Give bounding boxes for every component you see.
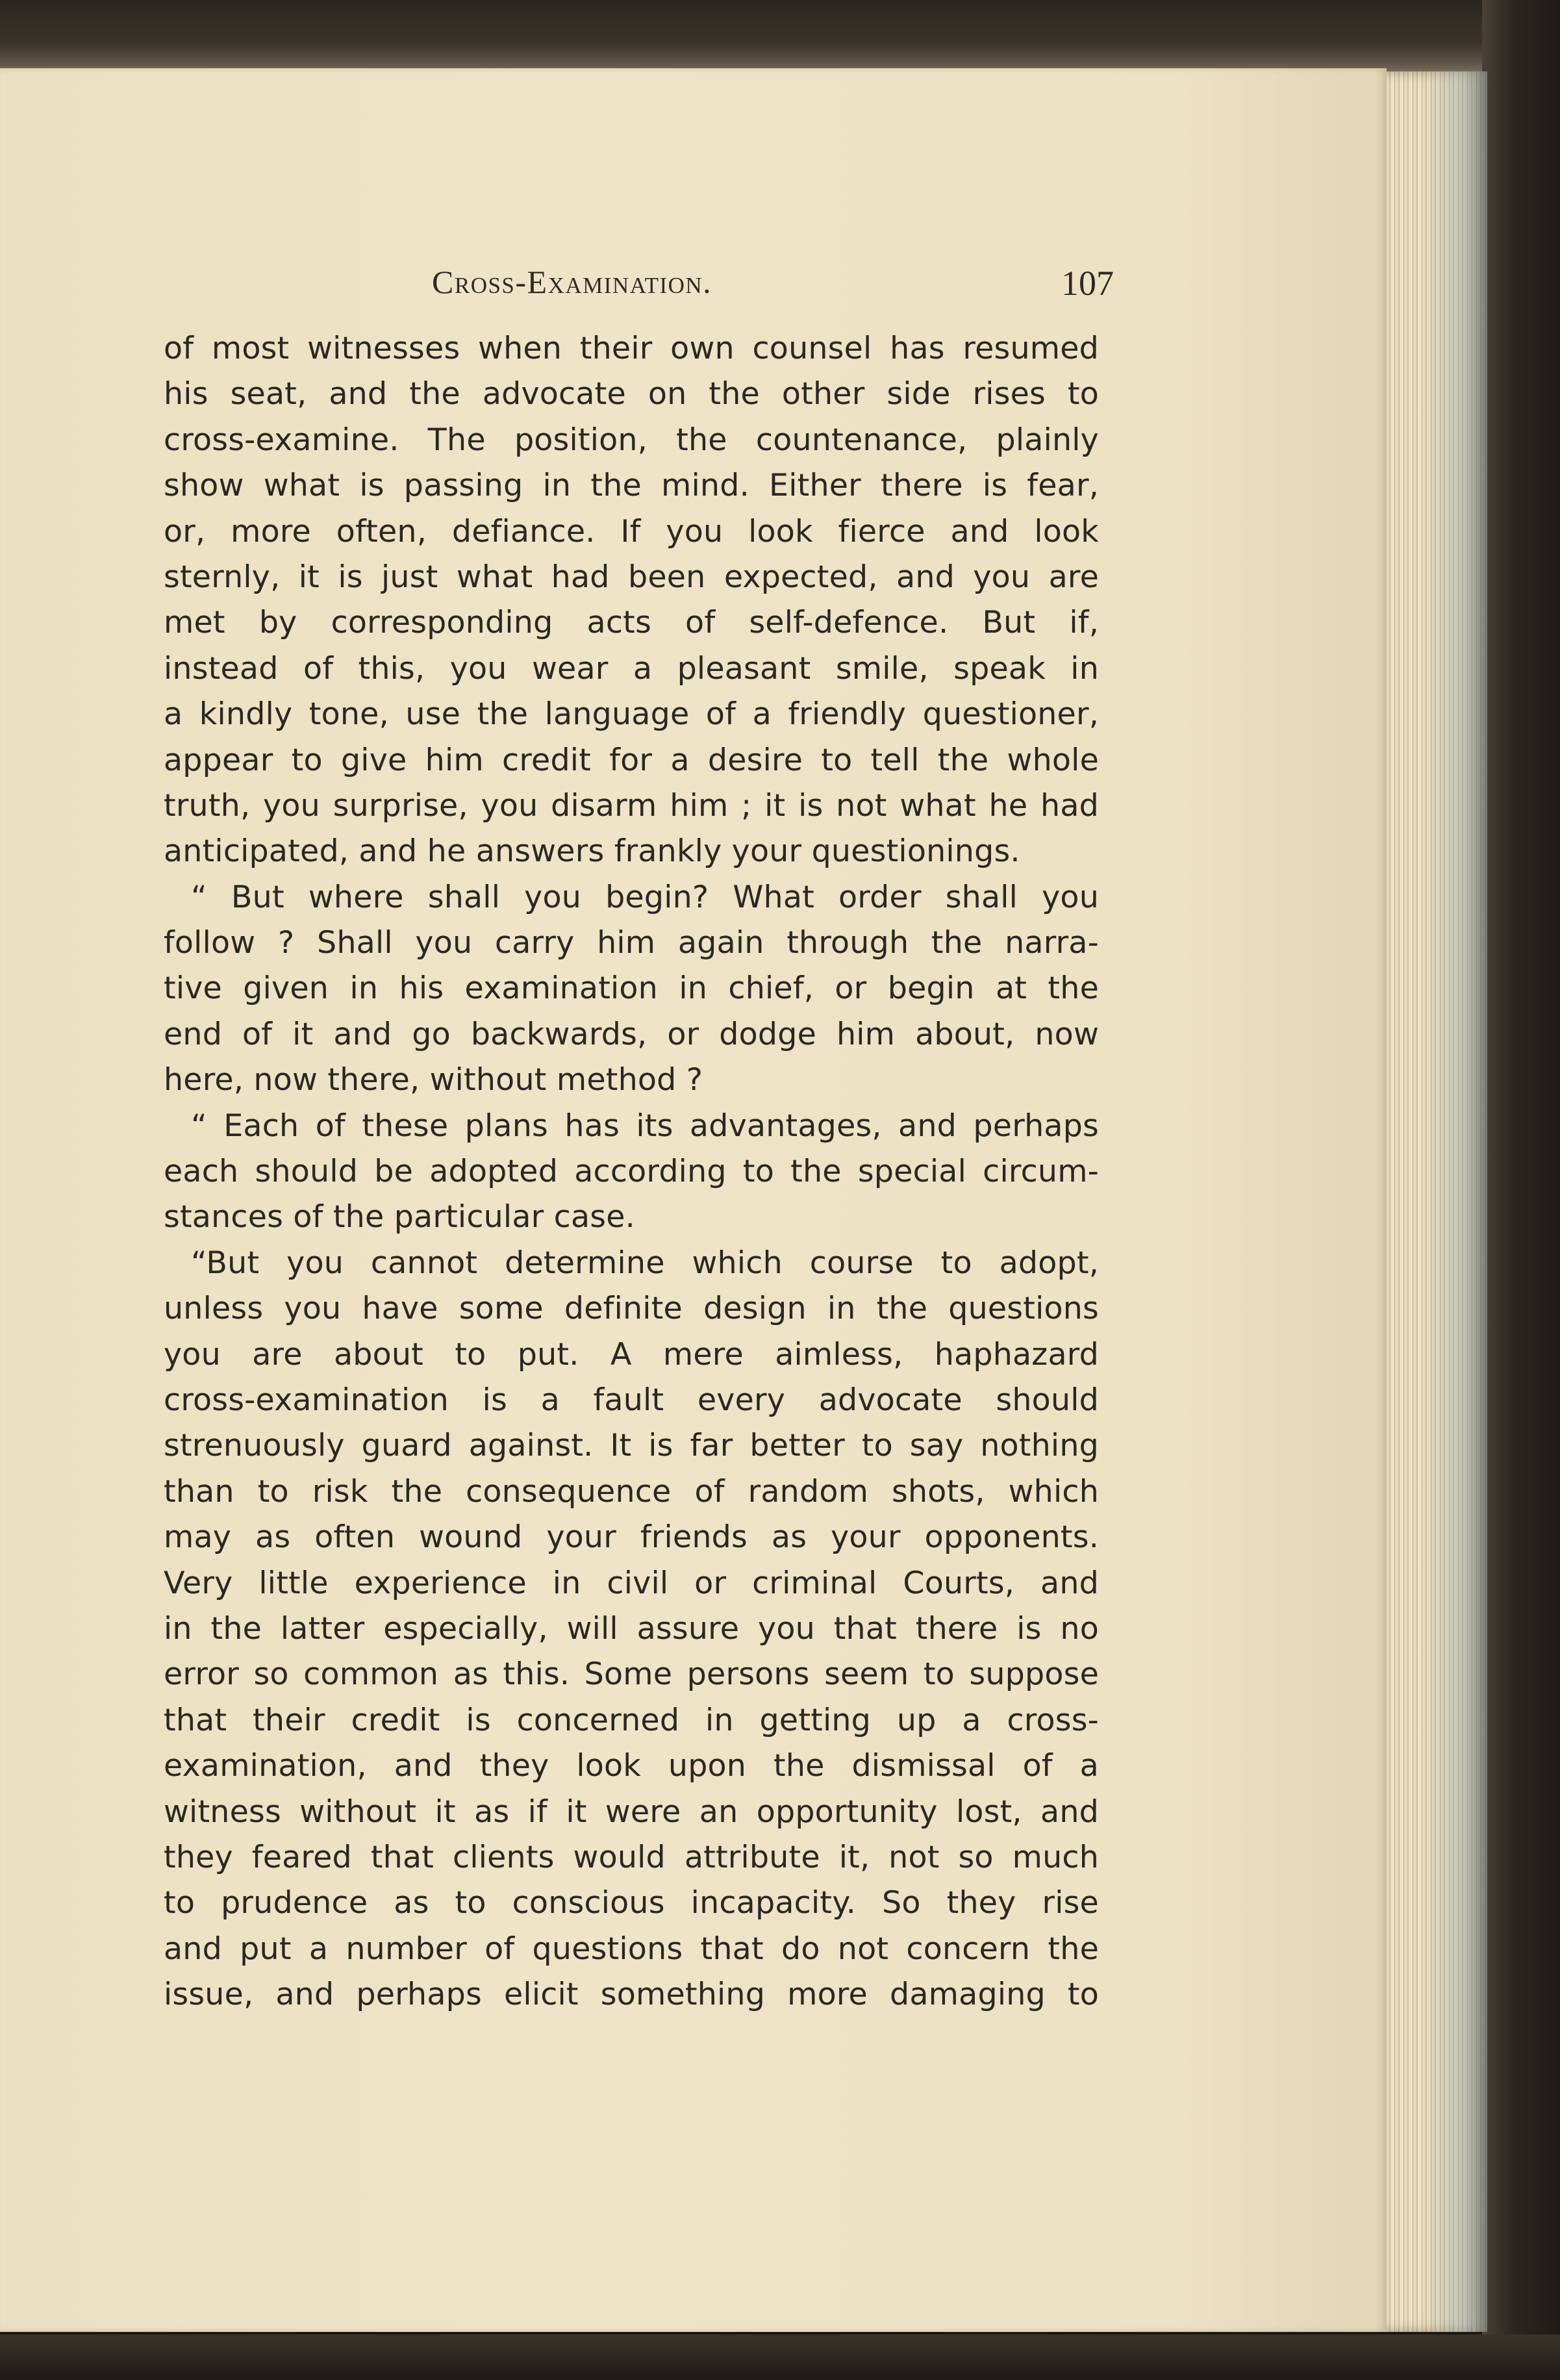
text-line: in the latter especially, will assure you that there is no: [164, 1610, 1099, 1647]
text-line: follow ? Shall you carry him again through the narra-: [164, 925, 1099, 961]
text-line: end of it and go backwards, or dodge him about, now: [164, 1016, 1099, 1052]
text-line: you are about to put. A mere aimless, haphazard: [164, 1336, 1099, 1373]
body-text: [164, 326, 1099, 2018]
text-line: show what is passing in the mind. Either there is fear,: [164, 468, 1099, 504]
text-line: cross-examination is a fault every advocate should: [164, 1382, 1099, 1418]
text-line: a kindly tone, use the language of a friendly questioner,: [164, 696, 1099, 733]
text-line: that their credit is concerned in getting up a cross-: [164, 1702, 1099, 1738]
text-line: “But you cannot determine which course to adopt,: [191, 1245, 1099, 1281]
text-line: than to risk the consequence of random shots, which: [164, 1473, 1099, 1510]
text-line: tive given in his examination in chief, or begin at the: [164, 970, 1099, 1007]
running-title: Cross-Examination.: [432, 264, 712, 300]
text-line: witness without it as if it were an opportunity lost, and: [164, 1793, 1099, 1830]
text-line: truth, you surprise, you disarm him ; it is not what he had: [164, 787, 1099, 824]
text-line: met by corresponding acts of self-defence. But if,: [164, 605, 1099, 641]
cover-bottom-edge: [0, 2335, 1560, 2380]
text-line: appear to give him credit for a desire to tell the whole: [164, 742, 1099, 778]
page-fore-edge-shade: [1422, 71, 1487, 2332]
text-line: sternly, it is just what had been expected, and you are: [164, 559, 1099, 595]
text-line: his seat, and the advocate on the other side rises to: [164, 376, 1099, 412]
text-line: may as often wound your friends as your opponents.: [164, 1519, 1099, 1556]
text-line: here, now there, without method ?: [164, 1062, 703, 1098]
running-head: [432, 263, 1114, 322]
text-line: issue, and perhaps elicit something more damaging to: [164, 1977, 1099, 2013]
text-line: examination, and they look upon the dismissal of a: [164, 1748, 1099, 1784]
text-line: strenuously guard against. It is far better to say nothing: [164, 1428, 1099, 1464]
text-line: error so common as this. Some persons seem to suppose: [164, 1656, 1099, 1693]
text-line: cross-examine. The position, the countenance, plainly: [164, 422, 1099, 458]
text-line: “ But where shall you begin? What order shall you: [191, 879, 1099, 915]
text-line: or, more often, defiance. If you look fierce and look: [164, 513, 1099, 550]
text-line: unless you have some definite design in the questions: [164, 1291, 1099, 1327]
text-line: stances of the particular case.: [164, 1199, 635, 1235]
page-number: 107: [1061, 264, 1114, 303]
text-line: of most witnesses when their own counsel has resumed: [164, 331, 1099, 366]
text-line: Very little experience in civil or criminal Courts, and: [164, 1565, 1099, 1601]
text-line: instead of this, you wear a pleasant smile, speak in: [164, 650, 1099, 687]
text-line: they feared that clients would attribute it, not so much: [164, 1839, 1099, 1875]
text-line: to prudence as to conscious incapacity. So they rise: [164, 1885, 1099, 1921]
text-line: anticipated, and he answers frankly your questionings.: [164, 833, 1020, 870]
cover-top-edge: [0, 0, 1560, 78]
text-line: “ Each of these plans has its advantages, and perhaps: [191, 1108, 1099, 1144]
text-line: each should be adopted according to the special circum-: [164, 1154, 1099, 1190]
cover-right-edge: [1482, 0, 1560, 2380]
text-line: and put a number of questions that do not concern the: [164, 1931, 1099, 1967]
